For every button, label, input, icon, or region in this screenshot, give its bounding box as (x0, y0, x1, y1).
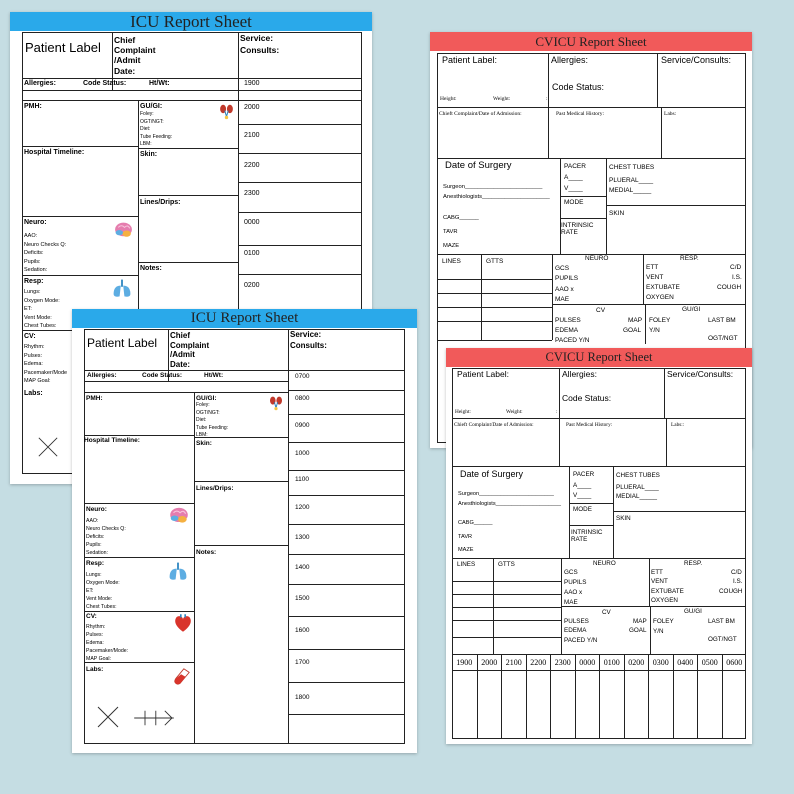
test-tube-icon (173, 665, 191, 687)
chief-complaint: Chief Complaint /Admit Date: (114, 35, 156, 76)
hour-cell (624, 654, 649, 739)
lastbm-label: LAST BM (708, 618, 735, 625)
labs-label: Labs: (664, 111, 677, 117)
hour-label: 2200 (527, 658, 551, 671)
surgeon-line: Surgeon________________________ (458, 491, 554, 497)
edema-label: EDEMA (564, 627, 587, 634)
tavr-label: TAVR (458, 534, 473, 540)
skin-label: SKIN (616, 515, 631, 522)
code-status-label: Code Status: (552, 82, 605, 92)
patient-label: Patient Label: (457, 369, 509, 379)
maze-label: MAZE (458, 547, 474, 553)
cvicu-title: CVICU Report Sheet (535, 34, 647, 49)
time-slot: 1000 (295, 450, 310, 457)
ogt-label: OGT/NGT (708, 335, 738, 342)
neuro-label: Neuro: (86, 506, 107, 513)
time-slot: 0800 (295, 395, 310, 402)
cd-label: C/D (731, 569, 742, 576)
labs-label: Labs: (86, 666, 104, 673)
gugi-label: GU/GI: (140, 103, 163, 110)
time-slot: 2000 (244, 104, 260, 111)
foley-label: FOLEY (653, 618, 674, 625)
cv-label: CV: (24, 333, 36, 340)
ett-label: ETT (651, 569, 663, 576)
lines-label: LINES (442, 258, 461, 265)
gugi-label: GU/GI (684, 608, 702, 615)
map-label: MAP (633, 618, 647, 625)
goal-label: GOAL (623, 327, 642, 334)
hour-label: 0400 (674, 658, 698, 671)
cv-label: CV (602, 609, 611, 616)
hour-label: 0500 (698, 658, 722, 671)
yn-label: Y/N (653, 628, 664, 635)
colon-label: : (546, 96, 548, 102)
resp-items: Lungs: Oxygen Mode: ET: Vent Mode: Chest Tubes: (86, 572, 120, 611)
map-label: MAP (628, 317, 643, 324)
pacer-v: V____ (564, 185, 583, 192)
allergies-label: Allergies: (551, 55, 589, 65)
time-slot: 1900 (244, 80, 260, 87)
pmh-label: Past Medical History: (566, 422, 613, 428)
cvicu-title-bar (446, 348, 752, 367)
hour-cell (452, 654, 477, 739)
cd-label: C/D (730, 264, 742, 271)
chief-complaint-label: Chieft Complaint/Date of Admission: (454, 422, 534, 428)
gtts-label: GTTS (498, 561, 515, 568)
hour-label: 0000 (576, 658, 600, 671)
pmh-label: PMH: (86, 395, 103, 402)
aao-label: AAO x (555, 286, 574, 293)
notes-label: Notes: (196, 549, 217, 556)
hour-cell (501, 654, 526, 739)
cough-label: COUGH (717, 284, 742, 291)
time-slot: 1700 (295, 659, 310, 666)
pacer-label: PACER (573, 471, 595, 478)
heart-icon (172, 611, 194, 635)
height-label: Height: (440, 96, 457, 102)
hour-cell (526, 654, 551, 739)
weight-label: Weight: (493, 96, 511, 102)
time-slot: 1500 (295, 595, 310, 602)
anesth-line: Anesthiologists_____________________ (458, 501, 561, 507)
gugi-label: GU/GI: (196, 395, 217, 402)
hour-cell (599, 654, 624, 739)
hourly-grid (452, 654, 746, 739)
extubate-label: EXTUBATE (651, 588, 684, 595)
cvicu-sheet-front (446, 348, 752, 744)
x-mark-icon (36, 436, 60, 458)
gcs-label: GCS (564, 569, 578, 576)
neuro-label: Neuro: (24, 219, 47, 226)
intrinsic-rate: INTRINSIC RATE (571, 529, 603, 544)
hour-label: 1900 (452, 658, 477, 671)
code-status-label: Code Status: (562, 393, 612, 403)
cv-items: Rhythm: Pulses: Edema: Pacemaker/Mode MAP Goal: (24, 344, 68, 385)
hour-label: 0600 (723, 658, 747, 671)
weight-label: Weight: (506, 409, 523, 415)
date-of-surgery: Date of Surgery (460, 469, 524, 479)
code-status-label: Code Status: (142, 372, 183, 379)
medial-line: MEDIAL_____ (616, 493, 657, 500)
x-mark-icon (96, 705, 120, 729)
labs-label: Labs: (24, 390, 43, 397)
cvicu-title: CVICU Report Sheet (545, 350, 653, 364)
extubate-label: EXTUBATE (646, 284, 680, 291)
pmh-label: PMH: (24, 103, 42, 110)
cv-items: Rhythm: Pulses: Edema: Pacemaker/Mode: MAP Goal: (86, 624, 129, 663)
gugi-label: GU/GI (682, 306, 701, 313)
neuro-label: NEURO (593, 560, 616, 567)
edema-label: EDEMA (555, 327, 579, 334)
is-label: I.S. (733, 578, 743, 585)
is-label: I.S. (732, 274, 742, 281)
skin-label: Skin: (140, 151, 158, 158)
time-slot: 0700 (295, 373, 310, 380)
icu-sheet-front (72, 309, 417, 753)
paced-label: PACED Y/N (564, 637, 598, 644)
goal-label: GOAL (629, 627, 647, 634)
icu-title-bar (72, 309, 417, 328)
plueral-line: PLUERAL____ (609, 177, 654, 184)
time-slot: 1100 (295, 476, 309, 483)
gugi-items: Foley: OGT/NGT: Diet: Tube Feeding: LBM: (140, 111, 173, 147)
mode-label: MODE (564, 199, 584, 206)
time-slot: 0100 (244, 250, 260, 257)
medial-line: MEDIAL_____ (609, 187, 652, 194)
hour-label: 0200 (625, 658, 649, 671)
resp-label: RESP. (680, 255, 699, 262)
pupils-label: PUPILS (564, 579, 587, 586)
pacer-a: A____ (573, 482, 592, 489)
resp-items: Lungs: Oxygen Mode: ET: Vent Mode: Chest Tubes: (24, 289, 60, 330)
neuro-items: AAO: Neuro Checks Q: Deficits: Pupils: Sedation: (86, 518, 126, 557)
cough-label: COUGH (719, 588, 743, 595)
labs-label: Labs:: (671, 422, 685, 428)
ht-wt-label: Ht/Wt: (149, 80, 170, 87)
allergies-label: Allergies: (24, 80, 56, 87)
time-slot: 1800 (295, 694, 310, 701)
ett-label: ETT (646, 264, 659, 271)
hour-cell (575, 654, 600, 739)
anesth-line: Anesthiologists_____________________ (443, 194, 550, 200)
time-slot: 1400 (295, 564, 310, 571)
colon-label: : (556, 409, 558, 415)
fishbone-icon (130, 709, 178, 727)
pacer-v: V____ (573, 492, 592, 499)
time-slot: 2300 (244, 190, 260, 197)
brain-icon (167, 505, 191, 527)
chief-complaint-label: Chieft Complaint/Date of Admission: (439, 111, 522, 117)
service-consults-label: Service/Consults: (667, 369, 734, 379)
maze-label: MAZE (443, 243, 460, 249)
yn-label: Y/N (649, 327, 660, 334)
mae-label: MAE (564, 599, 578, 606)
cabg-line: CABG______ (458, 520, 493, 526)
time-slot: 0000 (244, 219, 260, 226)
patient-label: Patient Label (25, 40, 101, 55)
gugi-items: Foley: OGT/NGT: Diet: Tube Feeding: LBM: (196, 402, 229, 438)
chest-tubes-label: CHEST TUBES (616, 472, 660, 479)
mae-label: MAE (555, 296, 570, 303)
hour-cell (673, 654, 698, 739)
patient-label: Patient Label: (442, 55, 498, 65)
icu-title-bar (10, 12, 372, 31)
pacer-label: PACER (564, 163, 586, 170)
time-slot: 1200 (295, 504, 310, 511)
service-label: Service: (240, 33, 274, 43)
time-slot: 2200 (244, 162, 260, 169)
time-slot: 0900 (295, 422, 310, 429)
pulses-label: PULSES (555, 317, 581, 324)
hour-cell (722, 654, 747, 739)
lungs-icon (166, 559, 190, 583)
patient-label: Patient Label (87, 336, 158, 350)
allergies-label: Allergies: (562, 369, 597, 379)
vent-label: VENT (646, 274, 664, 281)
cvicu-title-bar (430, 32, 752, 51)
resp-label: Resp: (24, 278, 44, 285)
pulses-label: PULSES (564, 618, 589, 625)
brain-icon (113, 220, 134, 241)
kidney-icon (268, 395, 284, 411)
hour-cell (477, 654, 502, 739)
icu-title: ICU Report Sheet (190, 310, 299, 326)
icu-title: ICU Report Sheet (130, 12, 252, 31)
neuro-label: NEURO (585, 255, 609, 262)
cabg-line: CABG______ (443, 215, 479, 221)
hour-cell (697, 654, 722, 739)
time-slot: 1600 (295, 627, 310, 634)
hour-label: 2100 (502, 658, 526, 671)
oxygen-label: OXYGEN (651, 597, 678, 604)
hour-label: 2000 (478, 658, 502, 671)
ht-wt-label: Ht/Wt: (204, 372, 224, 379)
hour-label: 0100 (600, 658, 624, 671)
allergies-label: Allergies: (87, 372, 117, 379)
plueral-line: PLUERAL____ (616, 484, 659, 491)
tavr-label: TAVR (443, 229, 458, 235)
pmh-label: Past Medical History: (556, 111, 604, 117)
ogt-label: OGT/NGT (708, 636, 737, 643)
consults-label: Consults: (290, 341, 327, 350)
gtts-label: GTTS (486, 258, 504, 265)
lines-drips-label: Lines/Drips: (196, 485, 234, 492)
resp-label: Resp: (86, 560, 105, 567)
chief-complaint: Chief Complaint /Admit Date: (170, 331, 210, 369)
time-slot: 1300 (295, 534, 310, 541)
hospital-timeline-label: Hospital Timeline: (84, 437, 140, 444)
resp-label: RESP. (684, 560, 703, 567)
oxygen-label: OXYGEN (646, 294, 674, 301)
surgeon-line: Surgeon________________________ (443, 184, 543, 190)
cv-label: CV: (86, 613, 97, 620)
height-label: Height: (455, 409, 471, 415)
skin-label: SKIN (609, 210, 625, 217)
gcs-label: GCS (555, 265, 570, 272)
lungs-icon (110, 276, 134, 300)
hour-label: 0300 (649, 658, 673, 671)
service-consults-label: Service/Consults: (661, 55, 732, 65)
hospital-timeline-label: Hospital Timeline: (24, 149, 85, 156)
notes-label: Notes: (140, 265, 162, 272)
code-status-label: Code Status: (83, 80, 127, 87)
vent-label: VENT (651, 578, 668, 585)
lines-label: LINES (457, 561, 476, 568)
kidney-icon (218, 103, 235, 120)
hour-cell (648, 654, 673, 739)
aao-label: AAO x (564, 589, 583, 596)
lines-drips-label: Lines/Drips: (140, 199, 181, 206)
pacer-a: A____ (564, 174, 583, 181)
intrinsic-rate: INTRINSIC RATE (561, 222, 594, 237)
service-label: Service: (290, 330, 322, 339)
skin-label: Skin: (196, 440, 212, 447)
date-of-surgery: Date of Surgery (445, 160, 512, 171)
cv-label: CV (596, 307, 606, 314)
consults-label: Consults: (240, 45, 280, 55)
time-slot: 2100 (244, 132, 260, 139)
neuro-items: AAO: Neuro Checks Q: Deficits: Pupils: Sedation: (24, 233, 67, 274)
hour-label: 2300 (551, 658, 575, 671)
time-slot: 0200 (244, 282, 260, 289)
hour-cell (550, 654, 575, 739)
mode-label: MODE (573, 506, 592, 513)
pupils-label: PUPILS (555, 275, 579, 282)
chest-tubes-label: CHEST TUBES (609, 164, 655, 171)
lastbm-label: LAST BM (708, 317, 736, 324)
paced-label: PACED Y/N (555, 337, 590, 344)
foley-label: FOLEY (649, 317, 671, 324)
